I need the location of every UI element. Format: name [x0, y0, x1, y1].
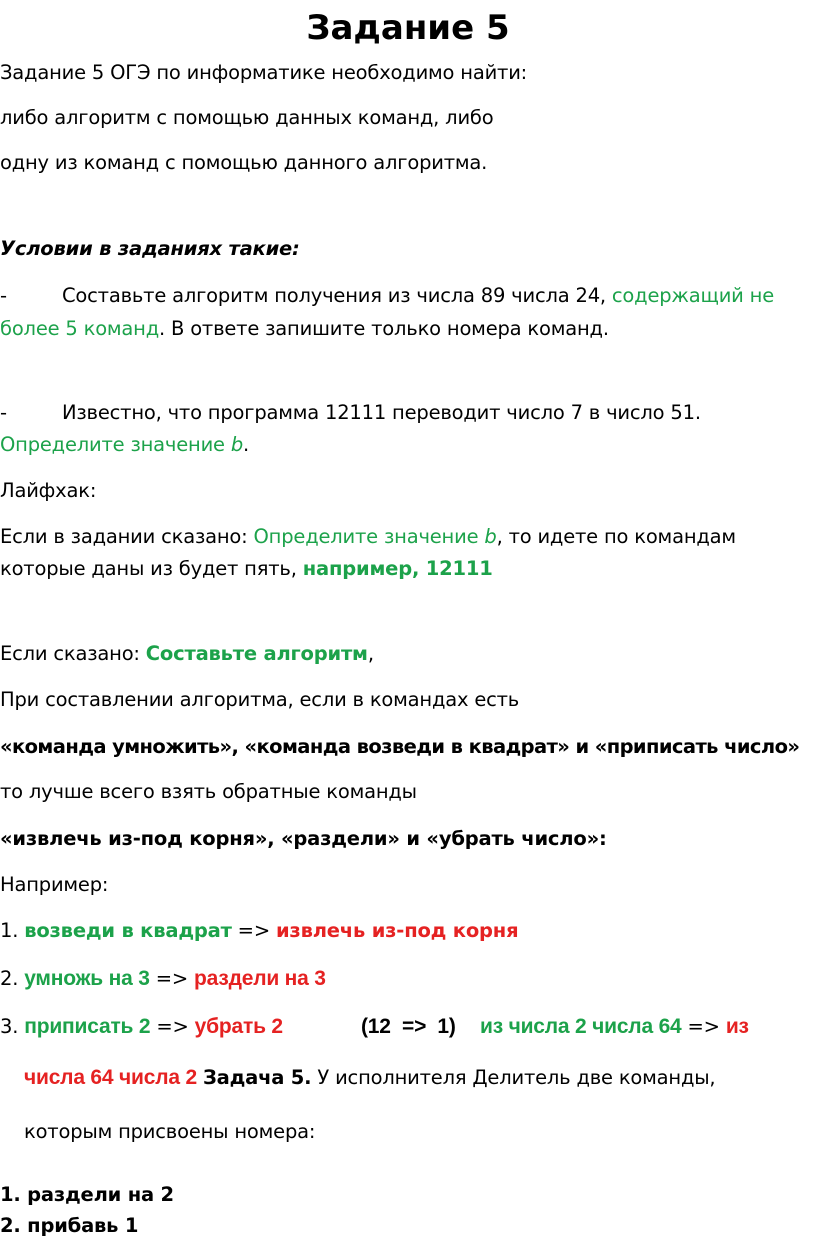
- example-2-arrow: =>: [149, 967, 194, 990]
- conditions-heading: Условии в заданиях такие:: [0, 237, 300, 260]
- lifehack-2-post: ,: [367, 642, 374, 665]
- example-2-num: 2.: [0, 967, 25, 990]
- lifehack-1-line-1: [0, 524, 736, 550]
- lifehack-2-line-5: «извлечь из-под корня», «раздели» и «убрать число»:: [0, 827, 607, 850]
- lifehack-1-l2: которые даны из будет пять,: [0, 557, 303, 580]
- intro-line-2: либо алгоритм с помощью данных команд, либо: [0, 106, 494, 129]
- example-3-num: 3.: [0, 1015, 25, 1038]
- condition-2-dash: -: [0, 401, 7, 424]
- command-1: 1. раздели на 2: [0, 1183, 174, 1206]
- example-3-line-2: [24, 1065, 715, 1091]
- command-2: 2. прибавь 1: [0, 1214, 139, 1237]
- example-3-arrow-2: =>: [681, 1015, 726, 1038]
- task-label: Задача 5.: [202, 1066, 312, 1089]
- example-1: [0, 918, 518, 944]
- example-3-sample-result-2: числа 64 числа 2: [24, 1066, 197, 1089]
- lifehack-1-line-2: [0, 556, 493, 582]
- lifehack-2-line-1: [0, 641, 374, 667]
- condition-1-highlight-2: более 5 команд: [0, 317, 160, 340]
- example-2: [0, 966, 326, 992]
- example-1-inverse: извлечь из-под корня: [275, 919, 519, 942]
- lifehack-1-example: например, 12111: [302, 557, 493, 580]
- example-1-arrow: =>: [231, 919, 276, 942]
- example-3-sample-result-1: из: [725, 1015, 749, 1038]
- lifehack-1-var: b: [484, 525, 497, 548]
- condition-2-dot: .: [243, 433, 250, 456]
- lifehack-label: Лайфхак:: [0, 479, 97, 502]
- example-3-paren: (12 => 1): [361, 1015, 456, 1038]
- example-1-num: 1.: [0, 919, 25, 942]
- example-3-arrow: =>: [150, 1015, 195, 1038]
- page-title: Задание 5: [306, 8, 510, 48]
- task-text: У исполнителя Делитель две команды,: [311, 1066, 716, 1089]
- example-2-inverse: раздели на 3: [193, 967, 326, 990]
- condition-1-line-2: [0, 316, 609, 342]
- lifehack-1-highlight: Определите значение: [253, 525, 485, 548]
- lifehack-2-line-3: «команда умножить», «команда возведи в квадрат» и «приписать число»: [0, 735, 800, 758]
- example-3-sample: из числа 2 числа 64: [480, 1015, 682, 1038]
- condition-2-highlight: Определите значение: [0, 433, 231, 456]
- example-3-line-1: [0, 1014, 283, 1040]
- task-line-2: которым присвоены номера:: [24, 1120, 316, 1143]
- condition-1-dash: -: [0, 284, 7, 307]
- example-1-command: возведи в квадрат: [24, 919, 232, 942]
- condition-2-var: b: [230, 433, 244, 456]
- intro-line-1: Задание 5 ОГЭ по информатике необходимо найти:: [0, 61, 528, 84]
- condition-1-highlight-1: содержащий не: [611, 284, 774, 307]
- example-3-command: приписать 2: [24, 1015, 151, 1038]
- example-3-inverse: убрать 2: [194, 1015, 283, 1038]
- example-2-command: умножь на 3: [24, 967, 150, 990]
- lifehack-2-highlight: Составьте алгоритм: [145, 642, 368, 665]
- lifehack-1-post: , то идете по командам: [496, 525, 736, 548]
- condition-2-line-2: [0, 432, 249, 458]
- condition-1-rest: . В ответе запишите только номера команд.: [159, 317, 609, 340]
- condition-2-text: Известно, что программа 12111 переводит число 7 в число 51.: [62, 401, 701, 424]
- lifehack-2-pre: Если сказано:: [0, 642, 146, 665]
- intro-line-3: одну из команд с помощью данного алгоритма.: [0, 151, 488, 174]
- lifehack-2-line-2: При составлении алгоритма, если в командах есть: [0, 688, 520, 711]
- condition-1-text: Составьте алгоритм получения из числа 89 числа 24,: [62, 284, 606, 307]
- lifehack-1-pre: Если в задании сказано:: [0, 525, 254, 548]
- lifehack-2-line-4: то лучше всего взять обратные команды: [0, 780, 417, 803]
- example-label: Например:: [0, 873, 109, 896]
